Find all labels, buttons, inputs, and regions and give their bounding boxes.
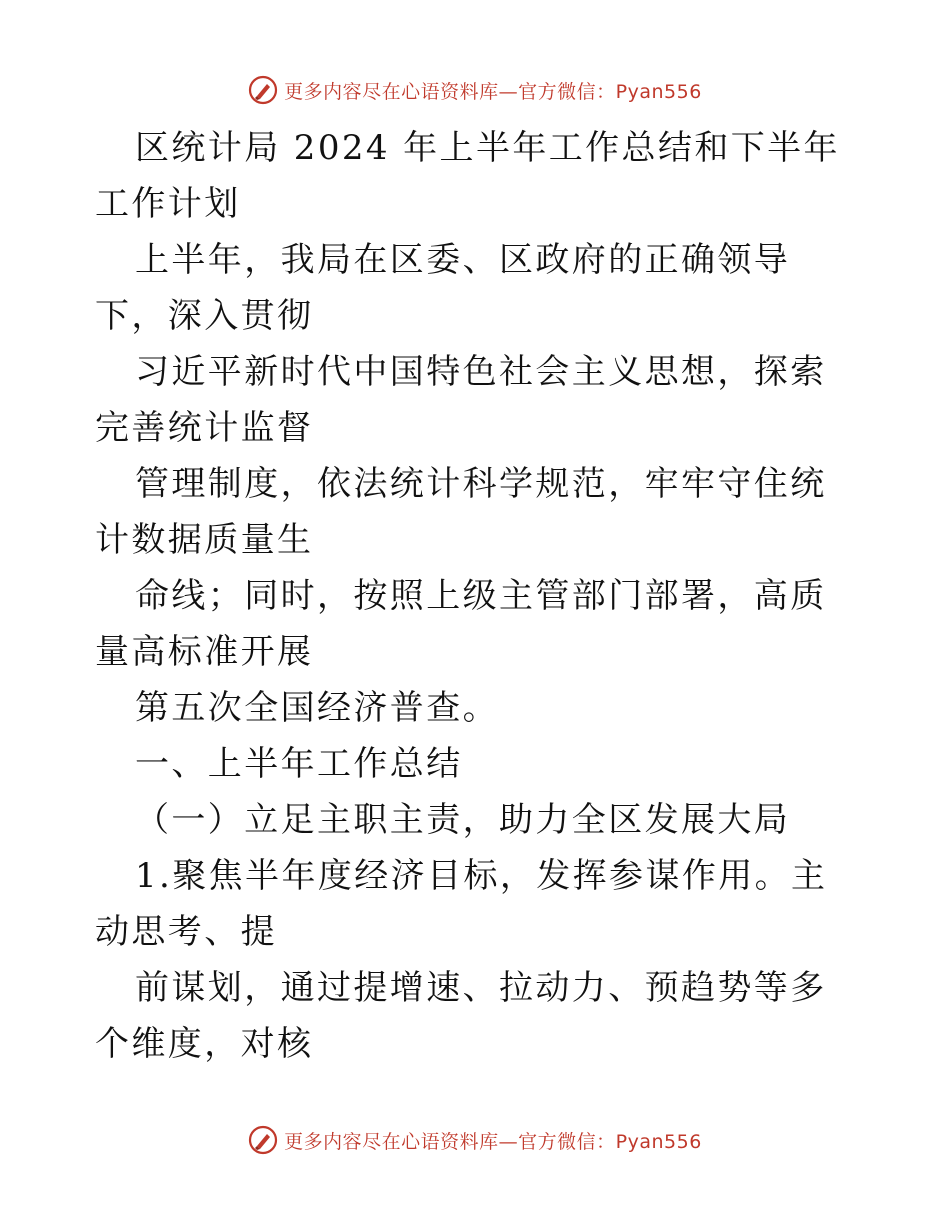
banner-text: [284, 77, 702, 104]
paragraph: 习近平新时代中国特色社会主义思想，探索完善统计监督: [95, 352, 827, 448]
banner-wechat: 官方微信：Pyan556: [518, 80, 702, 103]
paragraph: 管理制度，依法统计科学规范，牢牢守住统计数据质量生: [95, 464, 827, 560]
paragraph: 前谋划，通过提增速、拉动力、预趋势等多个维度，对核: [95, 968, 827, 1064]
paragraph: 命线；同时，按照上级主管部门部署，高质量高标准开展: [95, 576, 827, 672]
banner-text: [284, 1127, 702, 1154]
subsection-heading: （一）立足主职主责，助力全区发展大局: [135, 800, 791, 840]
banner-dash: —: [498, 1130, 519, 1153]
banner-dash: —: [498, 80, 519, 103]
paragraph: 1.聚焦半年度经济目标，发挥参谋作用。主动思考、提: [95, 856, 828, 952]
footer-banner: [0, 1120, 950, 1160]
paragraph: 第五次全国经济普查。: [135, 688, 499, 728]
banner-site-name: 更多内容尽在心语资料库: [284, 80, 499, 103]
document-body: [95, 120, 855, 1072]
pen-nib-logo-icon: [248, 75, 278, 105]
pen-nib-logo-icon: [248, 1125, 278, 1155]
header-banner: [0, 70, 950, 110]
section-heading: 一、上半年工作总结: [135, 744, 463, 784]
paragraph: 上半年，我局在区委、区政府的正确领导下，深入贯彻: [95, 240, 791, 336]
banner-wechat: 官方微信：Pyan556: [518, 1130, 702, 1153]
banner-site-name: 更多内容尽在心语资料库: [284, 1130, 499, 1153]
document-title: 区统计局 2024 年上半年工作总结和下半年工作计划: [95, 128, 840, 224]
